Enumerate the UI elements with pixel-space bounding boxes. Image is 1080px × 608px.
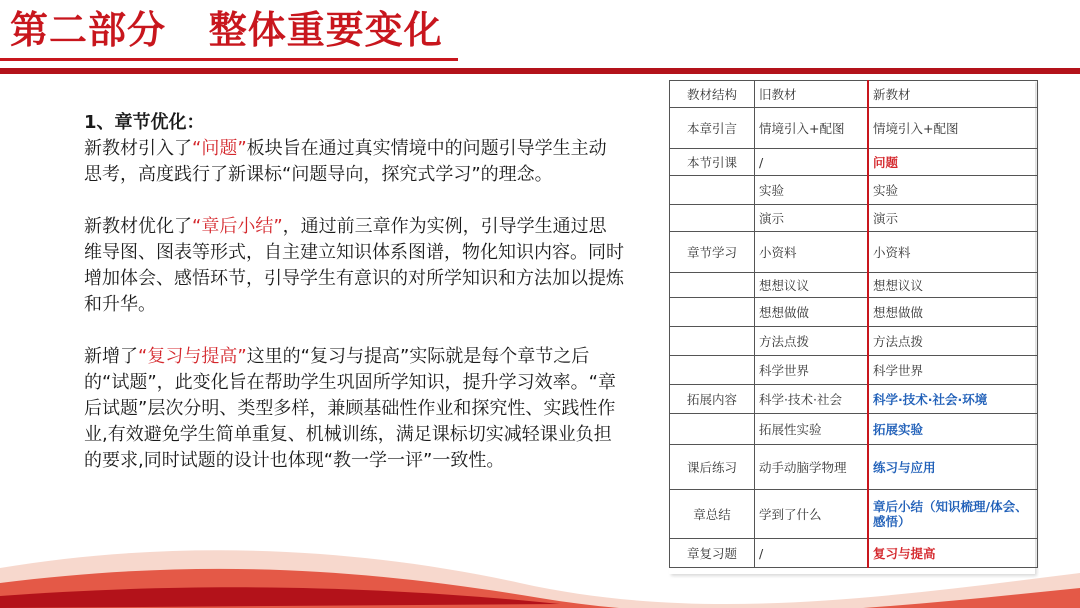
highlight-term: “问题” [192,138,247,159]
cell-new: 小资料 [868,232,1038,273]
cell-structure [670,273,755,298]
table-row [670,327,1038,356]
cell-old: 拓展性实验 [755,414,869,445]
cell-structure: 本章引言 [670,108,755,149]
cell-new: 练习与应用 [868,445,1038,490]
table-row [670,176,1038,205]
cell-old: 情境引入+配图 [755,108,869,149]
text-run: 新教材引入了 [84,138,192,159]
cell-new: 情境引入+配图 [868,108,1038,149]
cell-old: 想想做做 [755,298,869,327]
cell-old: 科学世界 [755,356,869,385]
comparison-table [669,80,1035,574]
table-row [670,445,1038,490]
header-cell-old: 旧教材 [755,81,869,108]
cell-old: 学到了什么 [755,490,869,539]
paragraph-problem [84,136,624,188]
cell-new: 复习与提高 [868,539,1038,568]
cell-structure: 章总结 [670,490,755,539]
cell-structure: 拓展内容 [670,385,755,414]
cell-old: 想想议议 [755,273,869,298]
table-row [670,356,1038,385]
cell-new: 方法点拨 [868,327,1038,356]
table-row [670,108,1038,149]
table-row [670,298,1038,327]
decorative-wave [0,528,1080,608]
header-cell-new: 新教材 [868,81,1038,108]
cell-structure [670,176,755,205]
cell-structure [670,414,755,445]
cell-new: 拓展实验 [868,414,1038,445]
cell-structure: 本节引课 [670,149,755,176]
cell-new: 想想议议 [868,273,1038,298]
text-run: 新教材优化了 [84,216,192,237]
header-divider [0,68,1080,74]
cell-new: 章后小结（知识梳理/体会、感悟） [868,490,1038,539]
cell-new: 想想做做 [868,298,1038,327]
title-underline [0,58,458,61]
table-row [670,149,1038,176]
cell-structure: 课后练习 [670,445,755,490]
highlight-term: “复习与提高” [138,346,247,367]
header-cell-structure: 教材结构 [670,81,755,108]
cell-structure: 章节学习 [670,232,755,273]
highlight-term: “章后小结” [192,216,283,237]
cell-new: 科学·技术·社会·环境 [868,385,1038,414]
table-row [670,205,1038,232]
cell-structure [670,205,755,232]
table-row [670,414,1038,445]
cell-new: 演示 [868,205,1038,232]
cell-old: 实验 [755,176,869,205]
table-row [670,232,1038,273]
text-run: ，通过前三章作为实例，引导学生通过思维导图、图表等形式，自主建立知识体系图谱，物化知识内容。同时增加体会、感悟环节，引导学生有意识的对所学知识和方法加以提炼和升华。 [84,216,624,315]
paragraph-summary [84,214,624,318]
cell-structure: 章复习题 [670,539,755,568]
cell-old: 动手动脑学物理 [755,445,869,490]
cell-old: / [755,539,869,568]
table-header-row [670,81,1038,108]
cell-structure [670,356,755,385]
cell-old: 演示 [755,205,869,232]
cell-old: 小资料 [755,232,869,273]
cell-old: 方法点拨 [755,327,869,356]
cell-structure [670,327,755,356]
cell-structure [670,298,755,327]
page-title: 第二部分 整体重要变化 [10,8,443,52]
cell-new: 科学世界 [868,356,1038,385]
cell-old: / [755,149,869,176]
cell-old: 科学·技术·社会 [755,385,869,414]
text-run: 这里的“复习与提高”实际就是每个章节之后的“试题”，此变化旨在帮助学生巩固所学知识，提升学习效率。“章后试题”层次分明、类型多样，兼顾基础性作业和探究性、实践性作业,有效避免学生简单重复、机械训练，满足课标切实减轻课业负担的要求,同时试题的设计也体现“教一学一评”一致性。 [84,346,616,471]
text-run: 板块旨在通过真实情境中的问题引导学生主动思考，高度践行了新课标“问题导向，探究式学习”的理念。 [84,138,607,185]
cell-new: 实验 [868,176,1038,205]
text-run: 新增了 [84,346,138,367]
cell-new: 问题 [868,149,1038,176]
section-heading: 1、章节优化： [84,112,205,133]
table-row [670,273,1038,298]
table-row [670,385,1038,414]
paragraph-review [84,344,624,474]
body-text [84,110,624,474]
